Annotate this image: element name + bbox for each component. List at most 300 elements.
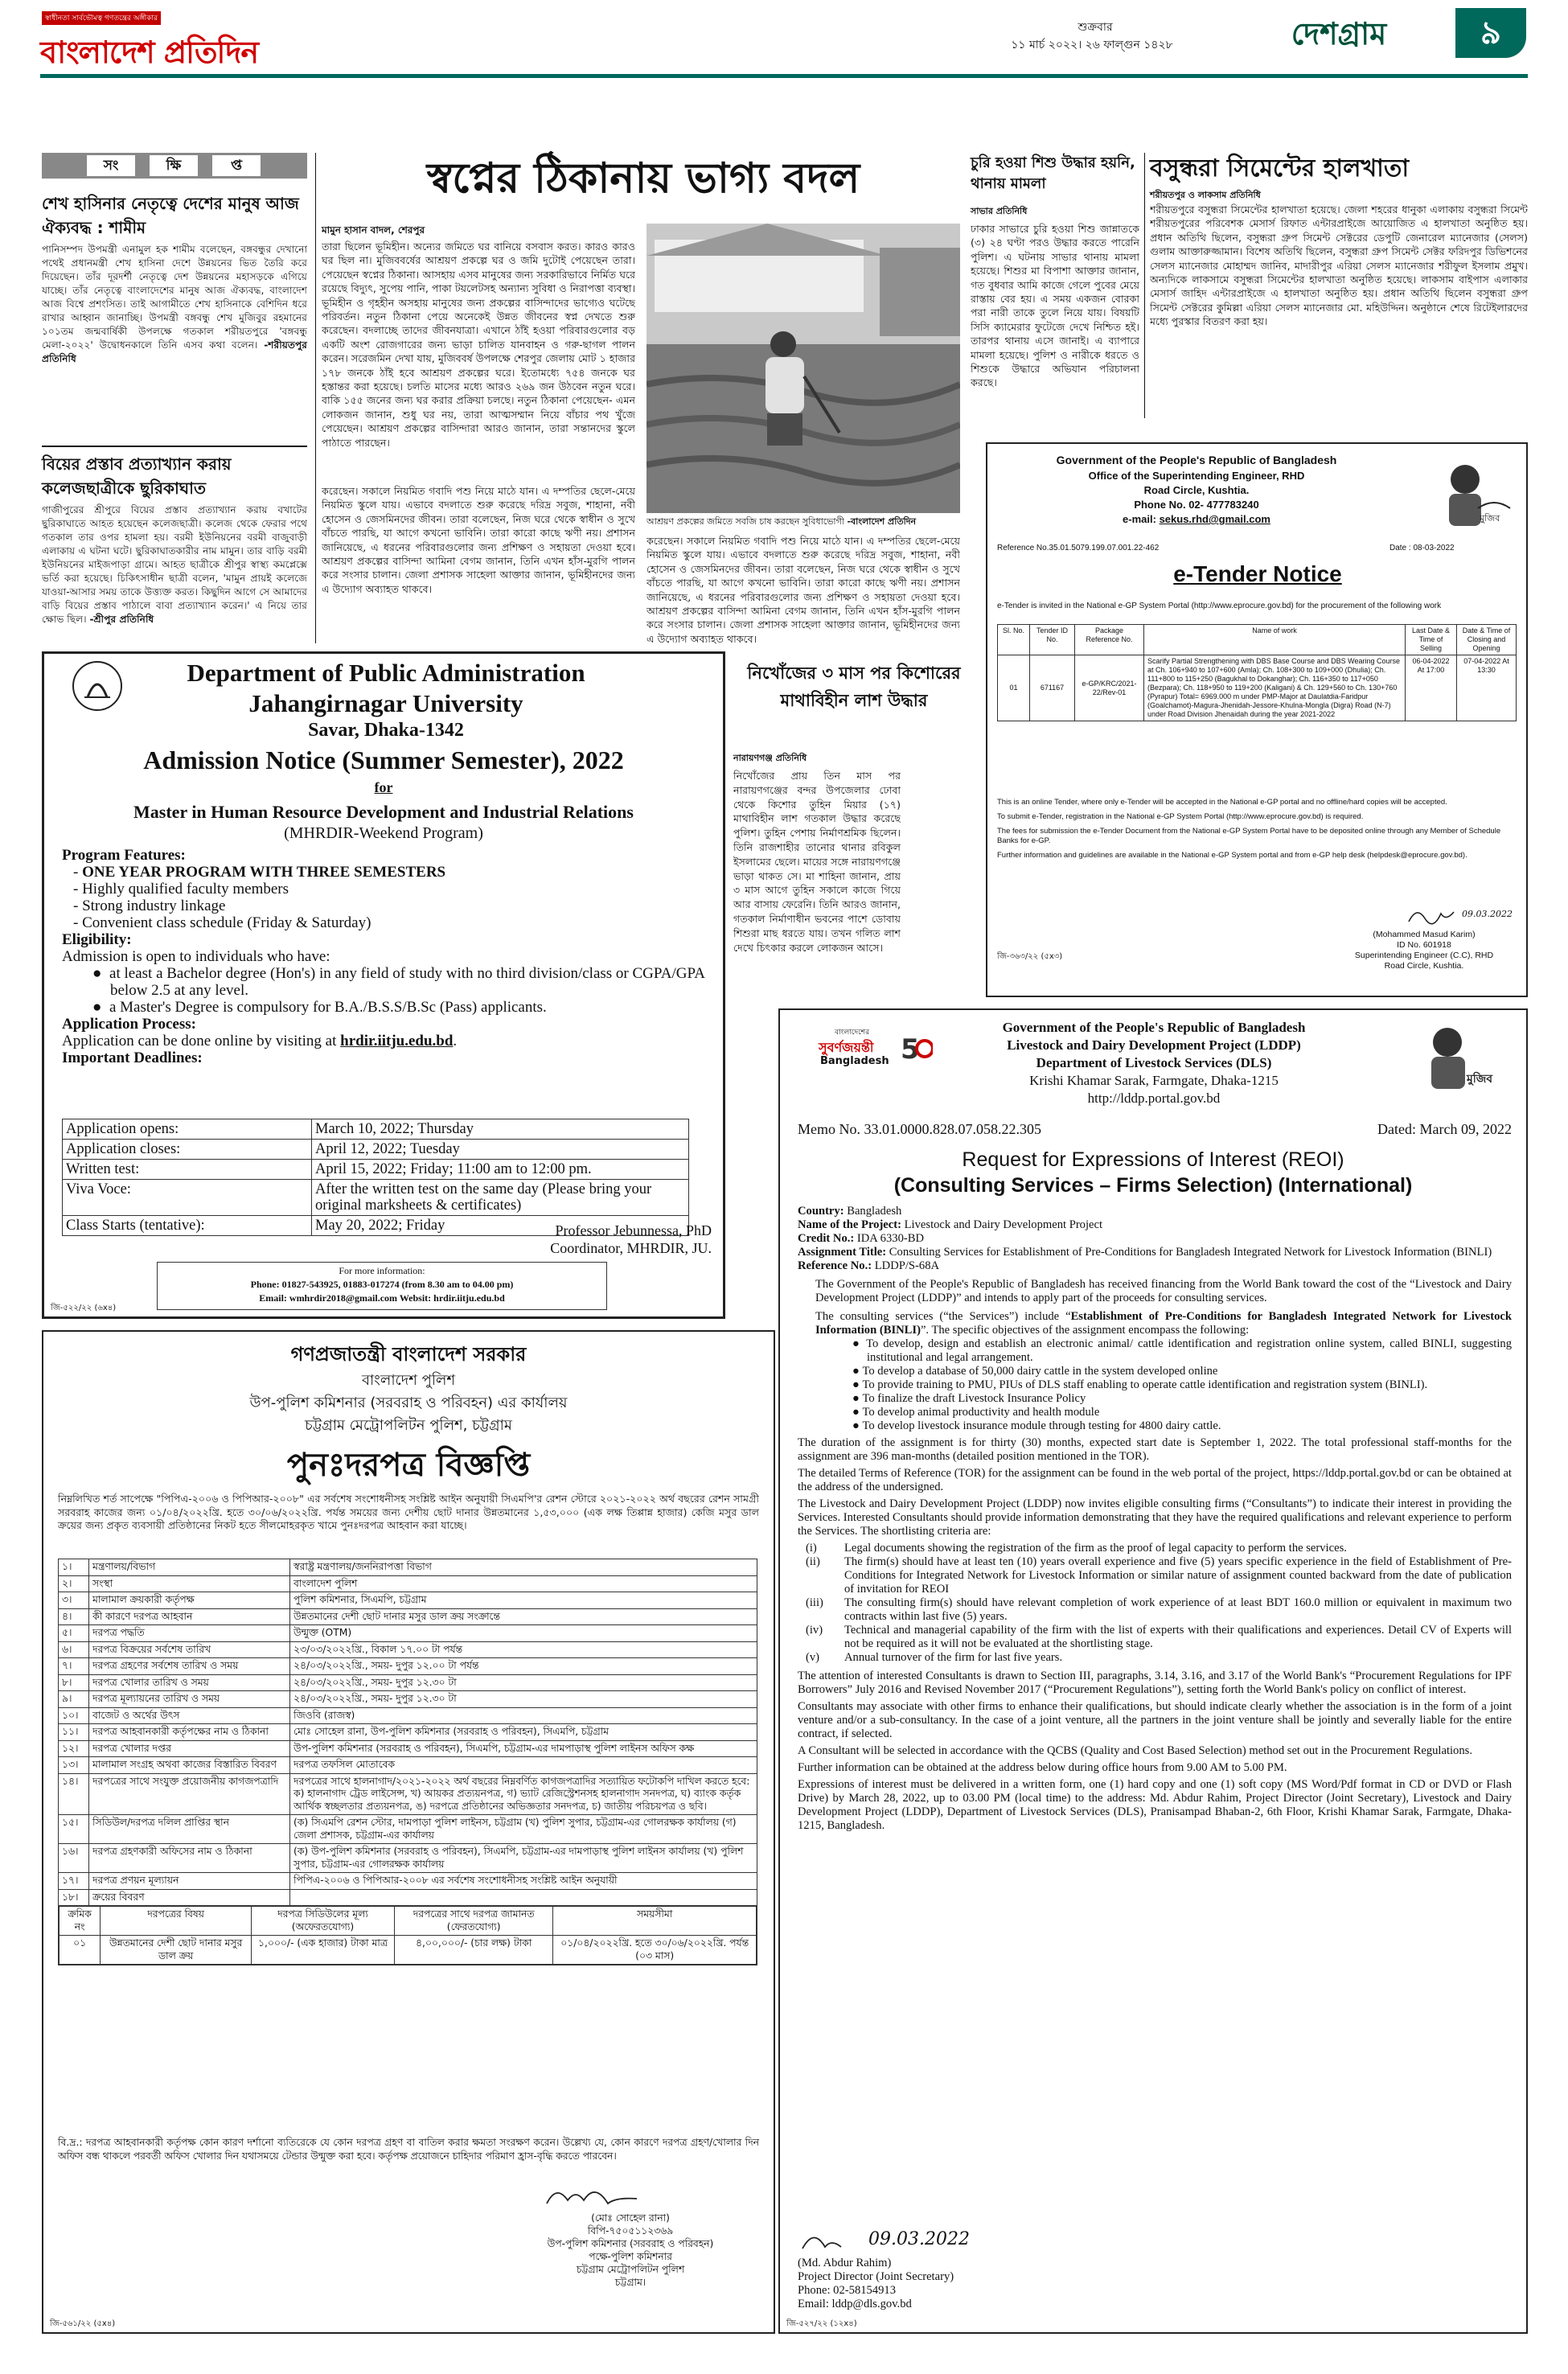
table-row xyxy=(59,1625,757,1642)
table-cell: ৬। xyxy=(59,1641,89,1658)
logo-bottom-text: Bangladesh xyxy=(820,1055,889,1067)
purchase-table xyxy=(59,1906,757,1965)
table-cell: ৪। xyxy=(59,1608,89,1625)
ju-phone: Phone: 01827-543925, 01883-017274 (from 8.30 am to 04.00 pm) xyxy=(250,1279,514,1290)
brief-credit: -শরীয়তপুর প্রতিনিধি xyxy=(42,339,307,364)
ldd-address: Krishi Khamar Sarak, Farmgate, Dhaka-1215 xyxy=(1029,1073,1279,1088)
table-row xyxy=(59,1773,757,1815)
ju-email[interactable]: Email: wmhrdir2018@gmail.com Websit: hrdir.iitju.edu.bd xyxy=(259,1292,505,1304)
police-intro: নিম্নলিখিত শর্ত সাপেক্ষে "পিপিএ-২০০৬ ও পিপিআর-২০০৮" এর সর্বশেষ সংশোধনীসহ সংশ্লিষ্ট আইন অনুযায়ী সিএমপি'র রেশন স্টোরে ২০২১-২০২২ অর্থ বছরের রেশন সামগ্রী সরবরাহ কাজের জন্য ০১/০৪/২০২২খ্রি. হতে ৩০/০৬/২০২২খ্রি. পর্যন্ত সময়ের জন্য দেশীয় ছোট দানার উন্নতমানের ১,৫৩,০০০ (এক লক্ষ তিপ্পান্ন হাজার) কেজি মসুর ডাল ক্রয়ের জন্য প্রকৃত ব্যবসায়ী প্রতিষ্ঠানের নিকট হতে সীলমোহরকৃত খামে পুনঃদরপত্র আহবান করা যাচ্ছে। xyxy=(58,1493,759,1531)
table-row xyxy=(63,1119,689,1140)
ldd-subtitle: (Consulting Services – Firms Selection) (International) xyxy=(893,1174,1413,1197)
ldd-p2-c: ”. The specific objectives of the assignment encompass the following: xyxy=(920,1324,1250,1337)
police-signer-line: চট্টগ্রাম। xyxy=(614,2277,646,2288)
table-header: Sl. No. xyxy=(998,625,1030,655)
table-cell: ০১ xyxy=(60,1936,101,1965)
table-row xyxy=(998,655,1517,721)
ju-university: Jahangirnagar University xyxy=(248,689,523,717)
etender-intro: e-Tender is invited in the National e-GP System Portal (http://www.eprocure.gov.bd) for the procurement of the following work xyxy=(997,602,1442,610)
table-header: সময়সীমা xyxy=(553,1907,757,1936)
police-signer-line: উপ-পুলিশ কমিশনার (সরবরাহ ও পরিবহন) xyxy=(547,2238,714,2249)
table-row xyxy=(59,1815,757,1844)
ldd-objective: ● To provide training to PMU, PIUs of DLS staff enabling to operate cattle identification and registration system (BINLI). xyxy=(852,1378,1428,1391)
ju-eligibility-item: ● at least a Bachelor degree (Hon's) in any field of study with no third division/class or CGPA/GPA below 2.5 at any level. xyxy=(92,965,705,999)
table-header: Name of work xyxy=(1144,625,1406,655)
ju-feature: - Convenient class schedule (Friday & Saturday) xyxy=(73,914,371,931)
table-cell: বাংলাদেশ পুলিশ xyxy=(290,1575,757,1592)
ldd-criterion xyxy=(806,1542,1512,1555)
story-body: নিখোঁজের প্রায় তিন মাস পর নারায়ণগঞ্জের বন্দর উপজেলার ঢোবা থেকে কিশোর তুহিন মিয়ার (১৭) মাথাবিহীন লাশ গতকাল উদ্ধার করেছে পুলিশ। তুহিন পেশায় নির্মাণশ্রমিক ছিলেন। তিনি রাজশাহীর তানোর থানার রবিকুল ইসলামের ছেলে। মায়ের সঙ্গে নারায়ণগঞ্জে ভাড়া থাকত সে। মা শাহিনা জানান, প্রায় ৩ মাস আগে তুহিন সকালে কাজে গিয়ে আর বাসায় ফেরেনি। তিনি আরও জানান, গতকাল নির্মাণাধীন ভবনের পাশে ডোবায় শিশুরা মাছ ধরতে যায়। তখন গলিত লাশ দেখে চিৎকার করলে লোকজন আসে। xyxy=(733,770,901,954)
police-gov: গণপ্রজাতন্ত্রী বাংলাদেশ সরকার xyxy=(290,1343,527,1366)
table-cell: (ক) সিএমপি রেশন স্টোর, দামপাড়া পুলিশ লাইনস, চট্টগ্রাম (খ) পুলিশ সুপার, চট্টগ্রাম-এর গোলরক্ষক কার্যালয় (গ) জেলা প্রশাসক, চট্টগ্রাম-এর কার্যালয় xyxy=(290,1815,757,1844)
table-cell: 671167 xyxy=(1030,655,1075,721)
table-cell: দরপত্র মূল্যায়নের তারিখ ও সময় xyxy=(89,1691,290,1708)
ldd-field-value: Livestock and Dairy Development Project xyxy=(904,1218,1103,1231)
ldd-criterion-text: The firm(s) should have at least ten (10) years overall experience and five (5) years specific experience in the field of Establishment of Pre-Conditions for Integrated Network for Livestock Information or similar nature of assignment counted backward from the date of publication of invitation for REOI xyxy=(844,1555,1512,1596)
police-retender-notice xyxy=(42,1330,775,2334)
etender-road: Road Circle, Kushtia. xyxy=(1143,484,1250,496)
table-cell xyxy=(59,1906,757,1965)
ldd-objective: ● To finalize the draft Livestock Insurance Policy xyxy=(852,1392,1086,1405)
table-cell: Viva Voce: xyxy=(63,1180,312,1216)
table-cell: ৩। xyxy=(59,1592,89,1609)
ldd-memo: Memo No. 33.01.0000.828.07.058.22.305 xyxy=(798,1121,1041,1137)
table-cell: 07-04-2022 At 13:30 xyxy=(1457,655,1517,721)
ldd-field-label: Country: xyxy=(798,1205,848,1218)
table-row xyxy=(60,1907,757,1936)
brief-header-letter: সং xyxy=(87,155,135,176)
ju-program: Master in Human Resource Development and Industrial Relations xyxy=(133,802,634,822)
etender-reference: Reference No.35.01.5079.199.07.001.22-462 xyxy=(997,544,1160,552)
mujib-portrait xyxy=(1438,452,1515,532)
ju-feature-text: ONE YEAR PROGRAM WITH THREE SEMESTERS xyxy=(82,864,446,881)
police-title: পুনঃদরপত্র বিজ্ঞপ্তি xyxy=(286,1447,531,1484)
ju-for: for xyxy=(374,779,393,795)
lead-column: করেছেন। সকালে নিয়মিত গবাদি পশু নিয়ে মাঠে যান। এ দম্পতির ছেলে-মেয়ে নিয়মিত স্কুলে যায়। এভাবে বদলাতে শুরু করেছে দরিদ্র সবুজ, শাহানা, নবী হোসেন ও জেসমিনদের জীবন। তারা বলেছেন, নিজ ঘরে থেকে স্বাধীন ও সুখে বাঁচতে পারছি, যা আগে কখনো ভাবিনি। তারা কারো কাছে ঋণী নয়। প্রশাসন জানিয়েছে, এ ধরনের পরিবারগুলোর জন্য প্রশিক্ষণ ও সহায়তা দেওয়া হবে। আশ্রয়ণ প্রকল্পের বাসিন্দা আমিনা বেগম জানান, তিনি এখন হাঁস-মুরগি পালন করে সংসার চালান। জেলা প্রশাসক সাহেলা আক্তার জানান, ভূমিহীনদের জন্য এ উদ্যোগ অব্যাহত থাকবে। xyxy=(322,485,635,595)
table-cell: April 12, 2022; Tuesday xyxy=(312,1140,689,1160)
table-cell: ১৫। xyxy=(59,1815,89,1844)
lead-story xyxy=(322,153,965,667)
lead-photo xyxy=(646,224,960,513)
ju-process-title: Application Process: xyxy=(62,1016,196,1033)
table-cell: ২৪/০৩/২০২২খ্রি., সময়- দুপুর ১২.৩০ টা xyxy=(290,1691,757,1708)
table-row xyxy=(63,1160,689,1180)
ju-feature-text: Strong industry linkage xyxy=(82,897,226,914)
table-cell: উন্নতমানের দেশী ছোট দানার মসুর ডাল ক্রয় সংক্রান্তে xyxy=(290,1608,757,1625)
ju-body xyxy=(62,847,705,1066)
ldd-p2-a: The consulting services (“the Services”) include “ xyxy=(815,1310,1071,1323)
portrait-graphic xyxy=(1423,1018,1512,1090)
police-signature xyxy=(542,2179,655,2212)
ldd-field-value: Consulting Services for Establishment of Pre-Conditions for Bangladesh Integrated Network for Livestock Information (BINLI) xyxy=(889,1246,1492,1259)
ldd-criterion-num: (iv) xyxy=(806,1624,823,1637)
table-cell: মোঃ সোহেল রানা, উপ-পুলিশ কমিশনার (সরবরাহ ও পরিবহন), সিএমপি, চট্টগ্রাম xyxy=(290,1724,757,1741)
table-cell: ০১/০৪/২০২২খ্রি. হতে ৩০/০৬/২০২২খ্রি. পর্যন্ত (০৩ মাস) xyxy=(553,1936,757,1965)
ju-deadlines-title: Important Deadlines: xyxy=(62,1049,203,1066)
table-cell: ২৪/০৩/২০২২খ্রি., সময়- দুপুর ১২.৩০ টা xyxy=(290,1674,757,1691)
portrait-graphic xyxy=(1438,452,1515,532)
etender-note: To submit e-Tender, registration in the National e-GP System Portal (http://www.eprocure.gov.bd) is required. xyxy=(997,812,1364,821)
ldd-objective: ● To develop livestock insurance module through testing for 4800 dairy cattle. xyxy=(852,1419,1221,1432)
ldd-dept: Department of Livestock Services (DLS) xyxy=(1036,1055,1272,1070)
ju-eligibility-text: a Master's Degree is compulsory for B.A./B.S.S/B.Sc (Pass) applicants. xyxy=(109,999,547,1016)
brief-body-text: গাজীপুরের শ্রীপুরে বিয়ের প্রস্তাব প্রত্যাখ্যান করায় বখাটের ছুরিকাঘাতে আহত হয়েছেন কলেজছাত্রী। কলেজ থেকে ফেরার পথে গতকাল তার ওপর হামলা হয়। বরমী ইউনিয়নের বরমী বাজুবাড়ী এলাকায় এ ঘটনা ঘটে। ছুরিকাঘাতকারীর নাম মামুন। তার বাড়ি বরমী ইউনিয়নের মাইজপাড়া গ্রামে। আহত ছাত্রীকে শ্রীপুর স্বাস্থ্য কমপ্লেক্সে ভর্তি করা হয়েছে। চিকিৎসাধীন ছাত্রী বলেন, 'মামুন প্রায়ই কলেজে যাওয়া-আসার সময় তাকে উত্ত্যক্ত করত। কিছুদিন আগে সে আমাদের বাড়ি বিয়ের প্রস্তাব পাঠালে বাবা প্রত্যাখ্যান করেন।' এ নিয়ে তার ক্ষোভ ছিল। xyxy=(42,504,307,625)
police-signer-line: চট্টগ্রাম মেট্রোপলিটন পুলিশ xyxy=(576,2264,685,2275)
ldd-signer xyxy=(798,2257,1119,2311)
ju-feature: - ONE YEAR PROGRAM WITH THREE SEMESTERS xyxy=(73,864,446,881)
table-cell: দরপত্র বিক্রয়ের সর্বশেষ তারিখ xyxy=(89,1641,290,1658)
ldd-criterion-num: (ii) xyxy=(806,1555,820,1568)
ldd-url[interactable]: http://lddp.portal.gov.bd xyxy=(1087,1090,1221,1106)
ldd-objective-text: To develop livestock insurance module through testing for 4800 dairy cattle. xyxy=(862,1419,1221,1432)
masthead xyxy=(40,0,1528,153)
table-cell: ৮। xyxy=(59,1674,89,1691)
table-cell: 01 xyxy=(998,655,1030,721)
table-cell: ১,০০০/- (এক হাজার) টাকা মাত্র xyxy=(252,1936,395,1965)
brief-headline: বিয়ের প্রস্তাব প্রত্যাখ্যান করায় কলেজছাত্রীকে ছুরিকাঘাত xyxy=(42,454,232,498)
etender-note: The fees for submission the e-Tender Document from the National e-GP System Portal have to be deposited online through any Member of Schedule Banks for e-GP. xyxy=(997,827,1501,845)
table-cell: Application closes: xyxy=(63,1140,312,1160)
ldd-field-value: LDDP/S-68A xyxy=(874,1259,940,1272)
ldd-signature xyxy=(796,2226,973,2258)
table-cell: ১৭। xyxy=(59,1873,89,1890)
table-row xyxy=(59,1740,757,1757)
table-cell: জিওবি (রাজস্ব) xyxy=(290,1707,757,1724)
table-header: Date & Time of Closing and Opening xyxy=(1457,625,1517,655)
table-cell: উন্নতমানের দেশী ছোট দানার মসুর ডাল ক্রয় xyxy=(101,1936,252,1965)
logo-top-text: বাংলাদেশের xyxy=(835,1029,870,1037)
story-dateline: শরীয়তপুর ও লাকসাম প্রতিনিধি xyxy=(1150,190,1261,200)
table-cell: Application opens: xyxy=(63,1119,312,1140)
column-rule xyxy=(1144,153,1145,418)
table-cell: ১০। xyxy=(59,1707,89,1724)
table-row xyxy=(59,1707,757,1724)
ldd-criterion-num: (v) xyxy=(806,1651,820,1664)
table-header-row xyxy=(998,625,1517,655)
table-cell: ১১। xyxy=(59,1724,89,1741)
ldd-paragraph: The duration of the assignment is for thirty (30) months, expected start date is September 1, 2022. The total professional staff-months for the assignment are 396 man-months (detailed position mentioned in the TOR). xyxy=(798,1436,1512,1463)
ldd-objective-text: To develop, design and establish an electronic animal/ cattle identification and registration online system, called BINLI, suggesting institutional and legal arrangement. xyxy=(866,1337,1512,1364)
table-cell: উন্মুক্ত (OTM) xyxy=(290,1625,757,1642)
brief-body xyxy=(42,243,307,366)
etender-date: Date : 08-03-2022 xyxy=(1389,544,1455,552)
story-headline: চুরি হওয়া শিশু উদ্ধার হয়নি, থানায় মামলা xyxy=(971,154,1135,192)
ju-eligibility-item: ● a Master's Degree is compulsory for B.A./B.S.S/B.Sc (Pass) applicants. xyxy=(92,999,547,1016)
ju-signer-line: Professor Jebunnessa, PhD xyxy=(555,1222,712,1238)
lead-caption xyxy=(646,516,960,528)
table-cell: March 10, 2022; Thursday xyxy=(312,1119,689,1140)
table-header: দরপত্র সিডিউলের মূল্য (অফেরতযোগ্য) xyxy=(252,1907,395,1936)
table-cell: সিডিউল/দরপত্র দলিল প্রাপ্তির স্থান xyxy=(89,1815,290,1844)
police-signer-line: বিপি-৭৫০৫১১২৩৬৯ xyxy=(587,2225,674,2236)
brief-credit: -শ্রীপুর প্রতিনিধি xyxy=(89,614,154,625)
ju-features-title: Program Features: xyxy=(62,847,186,864)
etender-notes xyxy=(997,798,1512,860)
brief-column xyxy=(42,153,307,667)
lead-byline: মামুন হাসান বাদল, শেরপুর xyxy=(322,224,425,236)
ldd-objective-text: To finalize the draft Livestock Insurance Policy xyxy=(862,1392,1086,1405)
police-signer-line: (মোঃ সোহেল রানা) xyxy=(591,2212,670,2224)
table-row xyxy=(59,1889,757,1906)
table-cell: দরপত্র আহবানকারী কর্তৃপক্ষের নাম ও ঠিকানা xyxy=(89,1724,290,1741)
table-cell: দরপত্রের সাথে সংযুক্ত প্রয়োজনীয় কাগজপত্রাদি xyxy=(89,1773,290,1815)
table-cell: ৫। xyxy=(59,1625,89,1642)
table-cell: ১৬। xyxy=(59,1844,89,1873)
ldd-paragraph xyxy=(798,1310,1512,1337)
ldd-code: জি-৫২৭/২২ (১২x৪) xyxy=(786,2319,857,2328)
etender-phone: Phone No. 02- 477783240 xyxy=(1134,499,1259,511)
table-cell: মন্ত্রণালয়/বিভাগ xyxy=(89,1559,290,1576)
table-cell: ১২। xyxy=(59,1740,89,1757)
masthead-tagline: স্বাধীনতা সার্বভৌমত্ব গণতন্ত্রের অঙ্গীকার xyxy=(42,11,161,25)
table-cell: মালামাল ক্রয়কারী কর্তৃপক্ষ xyxy=(89,1592,290,1609)
ldd-body xyxy=(798,1205,1512,1833)
table-row xyxy=(59,1592,757,1609)
ldd-field-value: Bangladesh xyxy=(847,1205,902,1218)
table-header: Package Reference No. xyxy=(1075,625,1144,655)
brief-header-letter: প্ত xyxy=(212,155,261,176)
etender-office: Office of the Superintending Engineer, RHD xyxy=(1088,470,1305,482)
etender-email-line xyxy=(987,513,1406,525)
ldd-field xyxy=(798,1259,1512,1273)
table-cell: ২। xyxy=(59,1575,89,1592)
ldd-gov: Government of the People's Republic of Bangladesh xyxy=(1002,1020,1306,1035)
column-rule xyxy=(315,153,316,643)
table-row xyxy=(59,1658,757,1675)
table-cell: (ক) উপ-পুলিশ কমিশনার (সরবরাহ ও পরিবহন), সিএমপি, চট্টগ্রাম-এর দামপাড়াস্থ পুলিশ লাইনস কার্যালয় (খ) পুলিশ সুপার, চট্টগ্রাম-এর গোলরক্ষক কার্যালয় xyxy=(290,1844,757,1873)
ldd-objective: ● To develop, design and establish an electronic animal/ cattle identification and registration online system, called BINLI, suggesting institutional and legal arrangement. xyxy=(852,1337,1512,1364)
table-cell: কী কারণে দরপত্র আহবান xyxy=(89,1608,290,1625)
police-signer xyxy=(494,2212,767,2289)
ldd-project: Livestock and Dairy Development Project (LDDP) xyxy=(1007,1037,1301,1053)
ldd-field xyxy=(798,1205,1512,1218)
etender-code: জি-৩৬৩/২২ (৫x৩) xyxy=(997,952,1063,961)
table-row xyxy=(59,1691,757,1708)
etender-gov: Government of the People's Republic of Bangladesh xyxy=(1056,454,1337,466)
ldd-title: Request for Expressions of Interest (REOI) xyxy=(962,1148,1344,1171)
story-bashundhara xyxy=(1150,153,1528,426)
etender-signer-line: Superintending Engineer (C.C), RHD xyxy=(1354,951,1494,960)
table-cell: ১৮। xyxy=(59,1889,89,1906)
svg-text:মুজিব: মুজিব xyxy=(1480,513,1500,524)
ldd-signer-line: Project Director (Joint Secretary) xyxy=(798,2270,954,2283)
ldd-criterion-text: The consulting firm(s) should have relevant completion of work experience of at least BDT 160.0 million or equivalent in maximum two contracts within last five (5) years. xyxy=(844,1596,1512,1623)
story-dateline: সাভার প্রতিনিধি xyxy=(971,206,1028,216)
brief-divider xyxy=(42,446,307,447)
table-cell: দরপত্র গ্রহণের সর্বশেষ তারিখ ও সময় xyxy=(89,1658,290,1675)
table-cell: স্বরাষ্ট্র মন্ত্রণালয়/জননিরাপত্তা বিভাগ xyxy=(290,1559,757,1576)
ldd-criterion xyxy=(806,1624,1512,1651)
ldd-objective-text: To develop animal productivity and health module xyxy=(862,1406,1100,1419)
table-header: Tender ID No. xyxy=(1030,625,1075,655)
ju-eligibility-title: Eligibility: xyxy=(62,931,132,948)
ldd-criterion-text: Annual turnover of the firm for last five years. xyxy=(844,1651,1063,1664)
ju-process: Application can be done online by visiting at hrdir.iitju.edu.bd. xyxy=(62,1033,458,1049)
etender-title: e-Tender Notice xyxy=(1173,561,1342,586)
ju-admission-notice xyxy=(42,651,725,1319)
table-row xyxy=(59,1724,757,1741)
table-cell: ২৪/০৩/২০২২খ্রি., সময়- দুপুর ১২.০০ টা পর্যন্ত xyxy=(290,1658,757,1675)
brief-header-letter: ক্ষি xyxy=(150,155,198,176)
ldd-signature-date: 09.03.2022 xyxy=(868,2229,970,2249)
table-cell: e-GP/KRC/2021-22/Rev-01 xyxy=(1075,655,1144,721)
story-dateline: নারায়ণগঞ্জ প্রতিনিধি xyxy=(733,753,807,763)
etender-signature xyxy=(1406,904,1518,928)
ju-title: Admission Notice (Summer Semester), 2022 xyxy=(143,745,624,774)
table-cell: দরপত্র গ্রহণকারী অফিসের নাম ও ঠিকানা xyxy=(89,1844,290,1873)
ldd-paragraph: The attention of interested Consultants is drawn to Section III, paragraphs, 3.14, 3.16, and 3.17 of the World Bank's “Procurement Regulations for IPF Borrowers” July 2016 and Revised November 2017 (“Procurement Regulations”), setting forth the World Bank's policy on conflict of interest. xyxy=(798,1670,1512,1696)
ldd-objective: ● To develop animal productivity and health module xyxy=(852,1406,1100,1419)
ldd-paragraph: A Consultant will be selected in accordance with the QCBS (Quality and Cost Based Selection) method set out in the Procurement Regulations. xyxy=(798,1744,1472,1757)
table-cell: উপ-পুলিশ কমিশনার (সরবরাহ ও পরিবহন), সিএমপি, চট্টগ্রাম-এর দামপাড়াস্থ পুলিশ লাইনস অফিস কক্ষ xyxy=(290,1740,757,1757)
ldd-criterion xyxy=(806,1555,1512,1596)
ju-eligibility-intro: Admission is open to individuals who have: xyxy=(62,948,330,965)
ju-signer xyxy=(462,1222,712,1257)
table-cell: 06-04-2022 At 17:00 xyxy=(1406,655,1457,721)
lead-caption-text: আশ্রয়ণ প্রকল্পের জমিতে সবজি চাষ করছেন সুবিধাভোগী xyxy=(646,516,844,527)
table-cell xyxy=(290,1889,757,1906)
ju-feature: - Highly qualified faculty members xyxy=(73,881,289,897)
table-cell: মালামাল সংগ্রহ অথবা কাজের বিস্তারিত বিবরণ xyxy=(89,1757,290,1774)
table-cell: দরপত্র পদ্ধতি xyxy=(89,1625,290,1642)
ju-deadlines-table xyxy=(62,1119,689,1236)
etender-table xyxy=(997,624,1517,721)
ldd-dated: Dated: March 09, 2022 xyxy=(1377,1121,1512,1137)
ju-contact-box xyxy=(157,1262,607,1310)
table-row xyxy=(59,1844,757,1873)
ju-place: Savar, Dhaka-1342 xyxy=(308,720,464,741)
story-headline: নিখোঁজের ৩ মাস পর কিশোরের মাথাবিহীন লাশ উদ্ধার xyxy=(747,663,961,710)
ldd-paragraph: The detailed Terms of Reference (TOR) for the assignment can be found in the web portal of the project, https://lddp.portal.gov.bd or can be obtained at the address of the undersigned. xyxy=(798,1467,1512,1493)
table-row xyxy=(59,1575,757,1592)
mujib-portrait xyxy=(1423,1018,1512,1090)
table-cell: ক্রয়ের বিবরণ xyxy=(89,1889,290,1906)
table-header: দরপত্রের সাথে দরপত্র জামানত (ফেরতযোগ্য) xyxy=(394,1907,552,1936)
ju-process-text: Application can be done online by visiting at xyxy=(62,1033,341,1049)
ldd-paragraph: The Government of the People's Republic of Bangladesh has received financing from the World Bank toward the cost of the “Livestock and Dairy Development Project (LDDP)” and intends to apply part of the proceeds for consulting services. xyxy=(815,1278,1512,1304)
table-cell: ৭। xyxy=(59,1658,89,1675)
etender-note: This is an online Tender, where only e-Tender will be accepted in the National e-GP portal and no offline/hard copies will be accepted. xyxy=(997,798,1447,807)
brief-header xyxy=(42,153,307,179)
police-code: জি-৫৬১/২২ (৫x৪) xyxy=(50,2319,116,2328)
ldd-field xyxy=(798,1246,1512,1259)
ldd-criterion-num: (iii) xyxy=(806,1596,823,1609)
brief-body xyxy=(42,503,307,626)
table-row xyxy=(60,1936,757,1965)
ldd-criterion-text: Legal documents showing the registration of the firm as the proof of legal capacity to perform the services. xyxy=(844,1542,1347,1555)
story-body: ঢাকার সাভারে চুরি হওয়া শিশু জান্নাতকে (৩) ২৪ ঘণ্টা পরও উদ্ধার করতে পারেনি পুলিশ। এ ঘটনায় সাভার থানায় মামলা হয়েছে। শিশুর মা বিপাশা আক্তার জানান, গত বুধবার আমি কাজে গেলে পুবের মেয়ে রাস্তায় বের হয়। এ সময় একজন বোরকা পরা নারী তাকে তুলে নিয়ে যায়। বিষয়টি সিসি ক্যামেরার ফুটেজে দেখে নিশ্চিত হই। তারপর থানায় এসে জানাই। এ ব্যাপারে মামলা হয়েছে। পুলিশ ও নারীকে ধরতে ও শিশুকে উদ্ধারে অভিযান পরিচালনা করছে। xyxy=(971,223,1139,389)
table-row xyxy=(59,1873,757,1890)
ldd-field xyxy=(798,1218,1512,1232)
etender-email-label: e-mail: xyxy=(1123,513,1156,525)
ldd-field-value: IDA 6330-BD xyxy=(856,1232,925,1245)
table-header: ক্রমিক নং xyxy=(60,1907,101,1936)
table-cell: ১৩। xyxy=(59,1757,89,1774)
table-cell: ৪,০০,০০০/- (চার লক্ষ) টাকা xyxy=(394,1936,552,1965)
ldd-criterion xyxy=(806,1596,1512,1624)
issue-day: শুক্রবার xyxy=(1077,21,1113,34)
ldd-signer-line: Phone: 02-58154913 xyxy=(798,2284,897,2297)
ldd-paragraph: Consultants may associate with other firms to enhance their qualifications, but should indicate clearly whether the association is in the form of a joint venture and/or a sub-consultancy. In the case of a joint venture, all the partners in the joint venture shall be jointly and severally liable for the entire contract, if selected. xyxy=(798,1700,1512,1740)
table-cell: দরপত্র খোলার তারিখ ও সময় xyxy=(89,1674,290,1691)
photo-farmer-graphic xyxy=(646,224,960,513)
masthead-rule xyxy=(40,74,1528,78)
ju-info-title: For more information: xyxy=(339,1265,425,1276)
table-row xyxy=(59,1559,757,1576)
ju-signer-line: Coordinator, MHRDIR, JU. xyxy=(550,1240,712,1256)
etender-note: Further information and guidelines are available in the National e-GP System portal and from e-GP help desk (helpdesk@eprocure.gov.bd). xyxy=(997,851,1467,860)
ldd-paragraph: Further information can be obtained at the address below during office hours from 9.00 AM to 5.00 PM. xyxy=(798,1761,1287,1774)
police-place: চট্টগ্রাম মেট্রোপলিটন পুলিশ, চট্টগ্রাম xyxy=(305,1417,512,1434)
ldd-criterion xyxy=(806,1651,1512,1665)
police-office: উপ-পুলিশ কমিশনার (সরবরাহ ও পরিবহন) এর কার্যালয় xyxy=(249,1394,568,1411)
table-cell: Written test: xyxy=(63,1160,312,1180)
svg-text:5: 5 xyxy=(901,1033,920,1066)
table-cell: ২৩/০৩/২০২২খ্রি., বিকাল ১৭.০০ টা পর্যন্ত xyxy=(290,1641,757,1658)
ldd-signer-line[interactable]: Email: lddp@dls.gov.bd xyxy=(798,2298,912,2310)
etender-email[interactable]: sekus.rhd@gmail.com xyxy=(1159,513,1270,525)
ldd-objective-text: To develop a database of 50,000 dairy cattle in the system developed online xyxy=(862,1365,1218,1378)
table-row xyxy=(63,1180,689,1216)
table-cell: ১৪। xyxy=(59,1773,89,1815)
ju-feature-text: Highly qualified faculty members xyxy=(82,881,289,897)
page-number-badge: ৯ xyxy=(1455,8,1526,58)
ldd-field-label: Reference No.: xyxy=(798,1259,875,1272)
table-cell: May 20, 2022; Friday xyxy=(312,1216,689,1236)
section-title: দেশগ্রাম xyxy=(1291,16,1387,51)
signature-graphic xyxy=(542,2179,655,2212)
etender-signer-line: ID No. 601918 xyxy=(1397,940,1451,950)
brief-body-text: পানিসম্পদ উপমন্ত্রী এনামুল হক শামীম বলেছেন, বঙ্গবন্ধুর দেখানো পথেই প্রধানমন্ত্রী শেখ হাসিনা দেশে উন্নয়নের ভিত তৈরি করে দিয়েছেন। তাঁর দূরদর্শী নেতৃত্বে দেশ উন্নয়নের মহাসড়কে এগিয়ে যাচ্ছে। তাঁর নেতৃত্বে বাংলাদেশের মানুষ আজ ঐক্যবদ্ধ, বাংলাদেশ আজ বিশ্বে প্রশংসিত। তাই আগামীতে শেখ হাসিনাকে বেশিদিন ধরে রাখার আহ্বান জানাচ্ছি। উপমন্ত্রী বঙ্গবন্ধু শেখ মুজিবুর রহমানের ১০১তম জন্মবার্ষিকী উপলক্ষে গতকাল শরীয়তপুরে 'বঙ্গবন্ধু মেলা-২০২২' উদ্বোধনকালে তিনি এসব কথা বলেন। xyxy=(42,244,307,351)
ldd-objective-text: To provide training to PMU, PIUs of DLS staff enabling to operate cattle identification and registration system (BINLI). xyxy=(862,1378,1428,1391)
lddp-reoi-notice xyxy=(778,1008,1528,2334)
etender-signature-date: 09.03.2022 xyxy=(1462,909,1513,919)
ldd-field-label: Credit No.: xyxy=(798,1232,857,1245)
table-cell: ৯। xyxy=(59,1691,89,1708)
ju-process-url[interactable]: hrdir.iitju.edu.bd xyxy=(340,1033,454,1049)
lead-column: করেছেন। সকালে নিয়মিত গবাদি পশু নিয়ে মাঠে যান। এ দম্পতির ছেলে-মেয়ে নিয়মিত স্কুলে যায়। এভাবে বদলাতে শুরু করেছে দরিদ্র সবুজ, শাহানা, নবী হোসেন ও জেসমিনদের জীবন। তারা বলেছেন, নিজ ঘরে থেকে স্বাধীন ও সুখে বাঁচতে পারছি, যা আগে কখনো ভাবিনি। তারা কারো কাছে ঋণী নয়। প্রশাসন জানিয়েছে, এ ধরনের পরিবারগুলোর জন্য প্রশিক্ষণ ও সহায়তা দেওয়া হবে। আশ্রয়ণ প্রকল্পের বাসিন্দা আমিনা বেগম জানান, তিনি এখন হাঁস-মুরগি পালন করে সংসার চালান। জেলা প্রশাসক সাহেলা আক্তার জানান, ভূমিহীনদের জন্য এ উদ্যোগ অব্যাহত থাকবে। xyxy=(646,535,960,645)
table-row xyxy=(59,1608,757,1625)
table-cell: সংস্থা xyxy=(89,1575,290,1592)
ju-eligibility-text: at least a Bachelor degree (Hon's) in any field of study with no third division/class or CGPA/GPA below 2.5 at any level. xyxy=(109,965,705,999)
etender-signer-line: (Mohammed Masud Karim) xyxy=(1373,930,1476,939)
table-cell: Class Starts (tentative): xyxy=(63,1216,312,1236)
etender-signer-line: Road Circle, Kushtia. xyxy=(1384,961,1464,971)
table-row xyxy=(59,1906,757,1965)
police-table xyxy=(58,1559,757,1965)
table-cell: দরপত্র খোলার দপ্তর xyxy=(89,1740,290,1757)
issue-date: ১১ মার্চ ২০২২। ২৬ ফাল্গুন ১৪২৮ xyxy=(1011,39,1173,51)
story-headline: বসুন্ধরা সিমেন্টের হালখাতা xyxy=(1150,154,1410,183)
etender-signer xyxy=(1324,930,1525,971)
ju-dept: Department of Public Administration xyxy=(187,659,585,687)
newspaper-logo xyxy=(40,24,298,72)
police-signer-line: পক্ষে-পুলিশ কমিশনার xyxy=(589,2251,672,2262)
lead-headline: স্বপ্নের ঠিকানায় ভাগ্য বদল xyxy=(426,154,860,203)
brief-headline: শেখ হাসিনার নেতৃত্বে দেশের মানুষ আজ ঐক্যবদ্ধ : শামীম xyxy=(42,194,299,237)
logo-mid-text: সুবর্ণজয়ন্তী xyxy=(819,1040,874,1055)
ldd-criterion-text: Technical and managerial capability of the firm with the list of experts with their qualifications and experiences. Detail CV of Experts will not be required as it will not be evaluated at the shortlisting stage. xyxy=(844,1624,1512,1650)
table-cell: পুলিশ কমিশনার, সিএমপি, চট্টগ্রাম xyxy=(290,1592,757,1609)
logo-text: বাংলাদেশ প্রতিদিন xyxy=(40,35,259,70)
ldd-field xyxy=(798,1232,1512,1246)
table-header: দরপত্রের বিষয় xyxy=(101,1907,252,1936)
table-row xyxy=(59,1757,757,1774)
ju-program-short: (MHRDIR-Weekend Program) xyxy=(284,824,483,842)
lead-caption-credit: -বাংলাদেশ প্রতিদিন xyxy=(847,516,917,527)
table-cell: Scarify Partial Strengthening with DBS Base Course and DBS Wearing Course at Ch. 106+940 to 107+600 (Amla); Ch. 108+300 to 109+000 (Dhulia); Ch. 111+800 to 115+250 (Bagukhal to Dokanghar); Ch. 116+350 to 117+050 (Bezpara); Ch. 118+950 to 119+200 (Kaligani) & Ch. 129+560 to Ch. 130+760 (Pyrapur) Total= 6969.000 m under PMP-Major at Daulatdia-Faridpur (Goalchamot)-Magura-Jhenidah-Jessore-Khulna-Mongla (Digra) Road (N-7) under Road Division Jhenaidah during the year 2021-2022 xyxy=(1144,655,1406,721)
table-cell: April 15, 2022; Friday; 11:00 am to 12:00 pm. xyxy=(312,1160,689,1180)
